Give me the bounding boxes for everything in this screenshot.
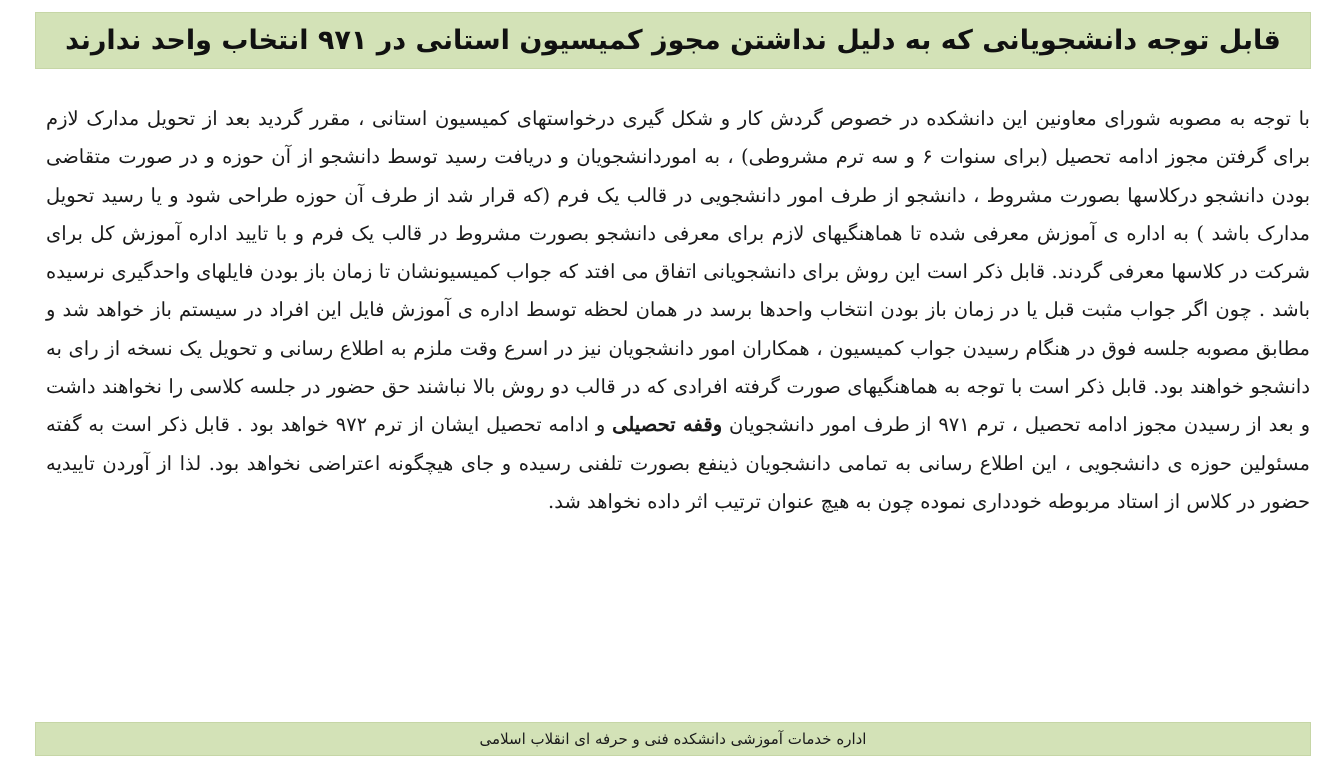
- notice-body: [46, 100, 1310, 521]
- notice-body-part2: و ادامه تحصیل ایشان از ترم ۹۷۲ خواهد بود . قابل ذکر است به گفته مسئولین حوزه ی دانشجویی ، این اطلاع رسانی به تمامی دانشجویان ذینفع بصورت تلفنی رسیده و جای هیچگونه اعتراضی نخواهد بود. لذا از آوردن تاییدیه حضور در کلاس از استاد مربوطه خودداری نموده چون به هیچ عنوان ترتیب اثر داده نخواهد شد.: [46, 413, 1310, 513]
- notice-title-bar: [35, 12, 1311, 69]
- notice-title: قابل توجه دانشجویانی که به دلیل نداشتن مجوز کمیسیون استانی در ۹۷۱ انتخاب واحد ندارند: [65, 25, 1281, 56]
- notice-footer-bar: [35, 722, 1311, 756]
- notice-body-part1: با توجه به مصوبه شورای معاونین این دانشکده در خصوص گردش کار و شکل گیری درخواستهای کمیسیون استانی ، مقرر گردید بعد از تحویل مدارک لازم برای گرفتن مجوز ادامه تحصیل (برای سنوات ۶ و سه ترم مشروطی) ، به اموردانشجویان و دریافت رسید توسط دانشجو از آن حوزه و در صورت متقاضی بودن دانشجو درکلاسها بصورت مشروط ، دانشجو از طرف امور دانشجویی در قالب یک فرم (که قرار شد از طرف آن حوزه طراحی شود و یا رسید تحویل مدارک باشد ) به اداره ی آموزش معرفی شده تا هماهنگیهای لازم برای معرفی دانشجو بصورت مشروط در قالب یک فرم و با تایید اداره آموزش کل برای شرکت در کلاسها معرفی گردند. قابل ذکر است این روش برای دانشجویانی اتفاق می افتد که جواب کمیسیونشان تا زمان باز بودن فایلهای واحدگیری نرسیده باشد . چون اگر جواب مثبت قبل یا در زمان باز بودن انتخاب واحدها برسد در همان لحظه توسط اداره ی آموزش فایل این افراد در سیستم باز خواهد شد و مطابق مصوبه جلسه فوق در هنگام رسیدن جواب کمیسیون ، همکاران امور دانشجویان نیز در اسرع وقت ملزم به اطلاع رسانی و تحویل یک نسخه از رای به دانشجو خواهند بود. قابل ذکر است با توجه به هماهنگیهای صورت گرفته افرادی که در قالب دو روش بالا نباشند حق حضور در جلسه کلاسی را نخواهند داشت و بعد از رسیدن مجوز ادامه تحصیل ، ترم ۹۷۱ از طرف امور دانشجویان: [46, 107, 1311, 437]
- notice-footer: اداره خدمات آموزشی دانشکده فنی و حرفه ای انقلاب اسلامی: [479, 730, 867, 748]
- notice-body-bold: وقفه تحصیلی: [612, 413, 723, 437]
